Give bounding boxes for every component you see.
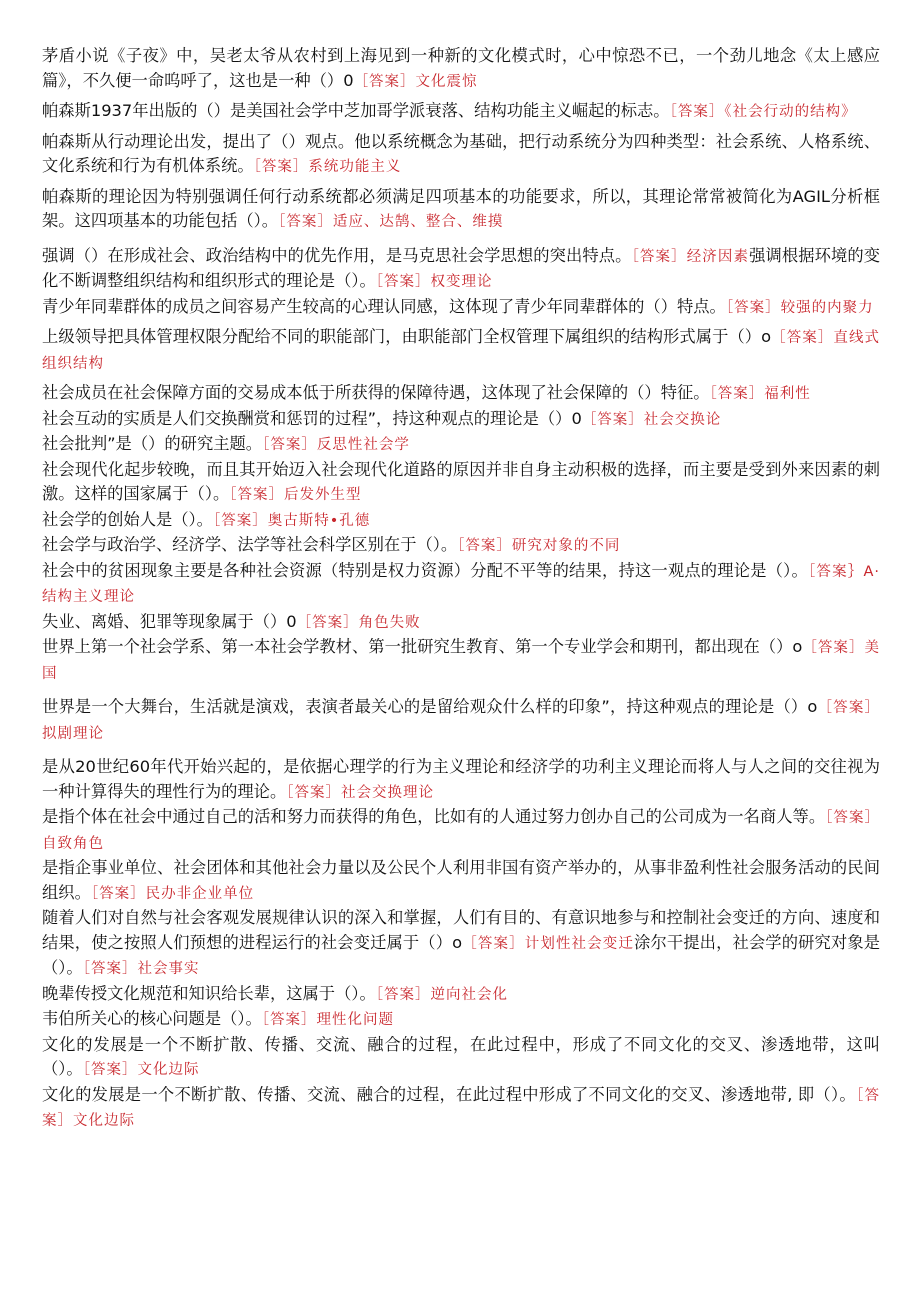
question-item	[42, 185, 880, 235]
answer-text: ［答案］直线式组织结构	[42, 330, 881, 372]
question-item	[42, 244, 880, 295]
answer-text: ［答案］福利性	[709, 386, 811, 402]
question-item	[42, 1033, 880, 1083]
answer-text: ［答案］适应、达鹄、整合、维摸	[278, 214, 504, 230]
answer-text: ［答案］反思性社会学	[262, 437, 410, 453]
question-text: 涂尔干提出，社会学的研究对象是（）。	[42, 932, 881, 977]
answer-text: ［答案］逆向社会化	[375, 986, 509, 1003]
question-item	[42, 508, 880, 534]
question-text: 社会学与政治学、经济学、法学等社会科学区别在于（）。	[42, 535, 458, 554]
question-item	[42, 559, 880, 610]
question-item	[42, 805, 880, 856]
question-item	[42, 458, 880, 508]
question-item	[42, 381, 880, 407]
question-text: 社会互动的实质是人们交换酬赏和惩罚的过程”，持这种观点的理论是（）0	[42, 408, 582, 428]
question-item	[42, 906, 880, 982]
answer-text: ［答案］计划性社会变迁	[462, 935, 635, 952]
question-item	[42, 432, 880, 458]
answer-text: ［答案］角色失败	[296, 614, 421, 631]
question-text: 失业、离婚、犯罪等现象属于（）0	[42, 611, 297, 631]
question-item	[42, 295, 880, 321]
question-text: 上级领导把具体管理权限分配给不同的职能部门，由职能部门全权管理下属组织的结构形式属于（）o	[42, 327, 772, 346]
answer-text: ［答案］奥古斯特•孔德	[212, 512, 371, 529]
question-item	[42, 44, 880, 94]
question-text: 是从20世纪60年代开始兴起的，是依据心理学的行为主义理论和经济学的功利主义理论而将人与人之间的交往视为一种计算得失的理性行为的理论。	[42, 757, 880, 801]
answer-text: ［答案］权变理论	[375, 274, 493, 290]
answer-text: ［答案］后发外生型	[229, 487, 362, 503]
answer-text: ［答案］社会交换论	[581, 411, 722, 428]
answer-text: ［答案］自致角色	[42, 810, 880, 852]
question-text: 帕森斯1937年出版的（）是美国社会学中芝加哥学派衰落、结构功能主义崛起的标志。	[42, 101, 670, 120]
answer-text: ［答案］社会事实	[82, 961, 200, 977]
question-text: 强调（）在形成社会、政治结构中的优先作用，是马克思社会学思想的突出特点。	[42, 245, 632, 265]
answer-text: ［答案］较强的内聚力	[725, 299, 874, 316]
answer-text: ［答案］文化边际	[82, 1062, 200, 1078]
question-text: 社会现代化起步较晚，而且其开始迈入社会现代化道路的原因并非自身主动积极的选择，而主要是受到外来因素的刺激。这样的国家属于（）。	[42, 459, 880, 503]
answer-text: ［答案］文化震惊	[353, 73, 478, 90]
answer-text: ［答案｝A·结构主义理论	[42, 563, 880, 605]
question-item	[42, 695, 880, 746]
question-item	[42, 325, 880, 376]
answer-text: ［答案］经济因素	[631, 248, 750, 265]
answer-text: ［答案］拟剧理论	[42, 700, 881, 742]
question-text: 茅盾小说《子夜》中，吴老太爷从农村到上海见到一种新的文化模式时，心中惊恐不已，一个劲儿地念《太上感应篇》，不久便一命呜呼了，这也是一种（）0	[42, 46, 880, 90]
answer-text: ［答案］民办非企业单位	[90, 885, 255, 902]
question-text: 随着人们对自然与社会客观发展规律认识的深入和掌握，人们有目的、有意识地参与和控制社会变迁的方向、速度和结果，使之按照人们预想的进程运行的社会变迁属于（）o	[42, 908, 880, 952]
question-text: 世界上第一个社会学系、第一本社会学教材、第一批研究生教育、第一个专业学会和期刊，都出现在（）o	[42, 637, 803, 656]
question-text: 社会中的贫困现象主要是各种社会资源（特别是权力资源）分配不平等的结果，持这一观点的理论是（）。	[42, 560, 808, 580]
answer-text: ［答案］研究对象的不同	[457, 538, 621, 554]
question-item	[42, 982, 880, 1008]
question-text: 帕森斯从行动理论出发，提出了（）观点。他以系统概念为基础，把行动系统分为四种类型：社会系统、人格系统、文化系统和行为有机体系统。	[42, 131, 880, 175]
answer-text: ［答案］《社会行动的结构》	[669, 104, 857, 120]
question-text: 晚辈传授文化规范和知识给长辈，这属于（）。	[42, 983, 376, 1003]
question-text: 帕森斯的理论因为特别强调任何行动系统都必须满足四项基本的功能要求，所以，其理论常常被简化为AGIL分析框架。这四项基本的功能包括（）。	[42, 186, 880, 230]
answer-text: ［答案］社会交换理论	[286, 784, 434, 801]
question-item	[42, 1007, 880, 1033]
answer-text: ［答案］系统功能主义	[253, 159, 402, 175]
answer-text: ［答案］理性化问题	[261, 1012, 395, 1028]
question-text: 文化的发展是一个不断扩散、传播、交流、融合的过程，在此过程中，形成了不同文化的交叉、渗透地带，这叫（）。	[42, 1034, 880, 1078]
question-item	[42, 407, 880, 433]
question-text: 是指企事业单位、社会团体和其他社会力量以及公民个人利用非国有资产举办的，从事非盈利性社会服务活动的民间组织。	[42, 858, 880, 902]
question-item	[42, 1083, 880, 1134]
answer-text: ［答案］文化边际	[42, 1087, 880, 1129]
question-item	[42, 533, 880, 559]
question-item	[42, 635, 880, 686]
question-text: 强调根据环境的变化不断调整组织结构和组织形式的理论是（）。	[42, 245, 880, 290]
question-text: 是指个体在社会中通过自己的活和努力而获得的角色，比如有的人通过努力创办自己的公司成为一名商人等。	[42, 807, 826, 826]
question-text: 文化的发展是一个不断扩散、传播、交流、融合的过程，在此过程中形成了不同文化的交叉、渗透地带, 即（）。	[42, 1084, 856, 1104]
question-item	[42, 610, 880, 636]
question-item	[42, 99, 880, 125]
question-item	[42, 755, 880, 805]
question-item	[42, 856, 880, 906]
question-text: 韦伯所关心的核心问题是（）。	[42, 1009, 262, 1028]
answer-text: ［答案］美国	[42, 640, 880, 682]
question-text: 世界是一个大舞台，生活就是演戏，表演者最关心的是留给观众什么样的印象”，持这种观点的理论是（）o	[42, 697, 818, 716]
question-text: 社会学的创始人是（）。	[42, 509, 213, 529]
question-text: 社会批判”是（）的研究主题。	[42, 434, 263, 453]
question-text: 社会成员在社会保障方面的交易成本低于所获得的保障待遇，这体现了社会保障的（）特征。	[42, 383, 710, 402]
question-text: 青少年同辈群体的成员之间容易产生较高的心理认同感，这体现了青少年同辈群体的（）特点。	[42, 296, 726, 316]
question-item	[42, 130, 880, 180]
